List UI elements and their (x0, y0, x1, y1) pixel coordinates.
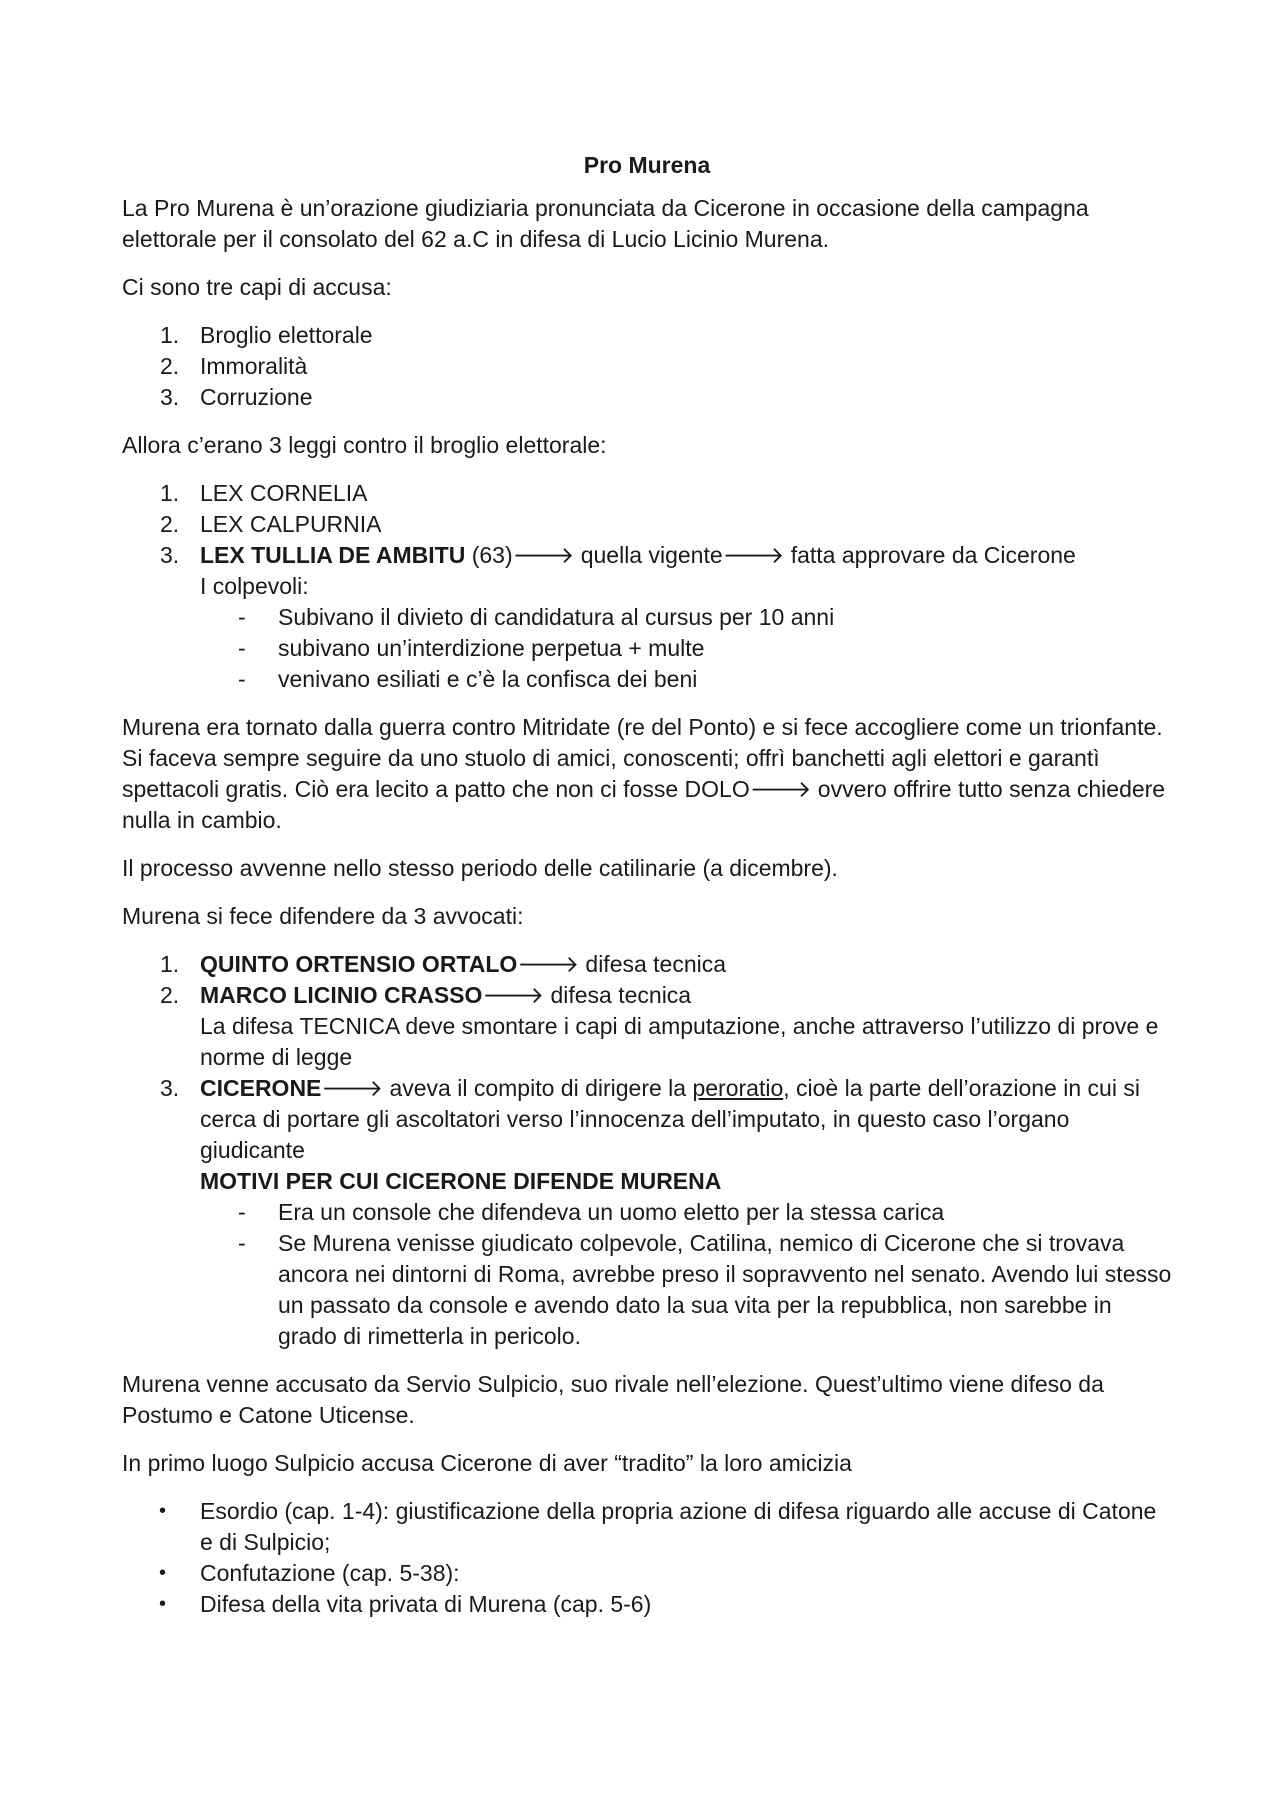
accusa-paragraph: Murena venne accusato da Servio Sulpicio, suo rivale nell’elezione. Quest’ultimo viene difeso da Postumo e Catone Uticense. (122, 1371, 1104, 1428)
list-item-text: LEX CALPURNIA (200, 511, 382, 537)
list-item-text: LEX CORNELIA (200, 480, 368, 506)
processo-paragraph: Il processo avvenne nello stesso periodo delle catilinarie (a dicembre). (122, 855, 838, 881)
list-item-ortensio (122, 949, 1172, 980)
avvocati-intro: Murena si fece difendere da 3 avvocati: (122, 903, 524, 929)
list-item (200, 602, 1172, 633)
peroratio-term: peroratio (692, 1075, 784, 1101)
dash-marker: - (238, 635, 246, 661)
capi-list (122, 320, 1172, 413)
list-item (122, 1589, 1172, 1620)
motivi-list (200, 1197, 1172, 1352)
list-number: 2. (160, 353, 180, 379)
list-item (122, 509, 1172, 540)
list-item-text: Esordio (cap. 1-4): giustificazione della propria azione di difesa riguardo alle accuse di Catone e di Sulpicio; (200, 1498, 1157, 1555)
colpevoli-label: I colpevoli: (200, 573, 309, 599)
list-item-crasso (122, 980, 1172, 1073)
list-item (200, 633, 1172, 664)
dash-marker: - (238, 604, 246, 630)
list-item (200, 1197, 1172, 1228)
lex-tullia-title: LEX TULLIA DE AMBITU (200, 542, 466, 568)
pene-list (200, 602, 1172, 695)
list-number: 2. (160, 511, 180, 537)
avvocato-name: QUINTO ORTENSIO ORTALO (200, 951, 518, 977)
dash-marker: - (238, 1199, 246, 1225)
list-number: 3. (160, 384, 180, 410)
list-item-text: Broglio elettorale (200, 322, 373, 348)
bullet-icon: • (159, 1593, 167, 1615)
motivi-heading: MOTIVI PER CUI CICERONE DIFENDE MURENA (200, 1168, 722, 1194)
bullet-icon: • (159, 1500, 167, 1522)
avvocato-name: CICERONE (200, 1075, 322, 1101)
list-item-text: venivano esiliati e c’è la confisca dei beni (278, 666, 698, 692)
leggi-list (122, 478, 1172, 695)
capi-intro: Ci sono tre capi di accusa: (122, 274, 392, 300)
avvocato-role-a: 🡒 aveva il compito di dirigere la (321, 1075, 693, 1101)
list-item-text: Era un console che difendeva un uomo eletto per la stessa carica (278, 1199, 945, 1225)
list-item (200, 1228, 1172, 1352)
bullet-icon: • (159, 1562, 167, 1584)
struttura-list (122, 1496, 1172, 1620)
avvocato-role-b: , cioè la parte dell’orazione in cui si cerca di portare gli ascoltatori verso l’innocenza dell’imputato, in questo caso l’organo giudicante (200, 1075, 1140, 1163)
avvocati-list (122, 949, 1172, 1352)
list-number: 3. (160, 1075, 180, 1101)
document-page (122, 150, 1172, 1637)
avvocato-role: 🡒 difesa tecnica (517, 951, 727, 977)
intro-paragraph: La Pro Murena è un’orazione giudiziaria pronunciata da Cicerone in occasione della campagna elettorale per il consolato del 62 a.C in difesa di Lucio Licinio Murena. (122, 195, 1089, 252)
dash-marker: - (238, 1230, 246, 1256)
list-number: 1. (160, 951, 180, 977)
sulpicio-paragraph: In primo luogo Sulpicio accusa Cicerone di aver “tradito” la loro amicizia (122, 1450, 852, 1476)
list-item (122, 1558, 1172, 1589)
leggi-intro: Allora c’erano 3 leggi contro il broglio elettorale: (122, 432, 607, 458)
list-item-cicerone (122, 1073, 1172, 1352)
dash-marker: - (238, 666, 246, 692)
list-number: 3. (160, 542, 180, 568)
list-number: 2. (160, 982, 180, 1008)
avvocato-name: MARCO LICINIO CRASSO (200, 982, 483, 1008)
difesa-tecnica-note: La difesa TECNICA deve smontare i capi di amputazione, anche attraverso l’utilizzo di prove e norme di legge (200, 1013, 1159, 1070)
list-item-text: Confutazione (cap. 5-38): (200, 1560, 460, 1586)
list-number: 1. (160, 322, 180, 348)
list-item-text: subivano un’interdizione perpetua + multe (278, 635, 705, 661)
list-item (122, 351, 1172, 382)
list-item (122, 478, 1172, 509)
list-item-text: Immoralità (200, 353, 308, 379)
list-item-text: Subivano il divieto di candidatura al cursus per 10 anni (278, 604, 835, 630)
list-item-text: Se Murena venisse giudicato colpevole, Catilina, nemico di Cicerone che si trovava ancora nei dintorni di Roma, avrebbe preso il sopravvento nel senato. Avendo lui stesso un passato da console e avendo dato la sua vita per la repubblica, non sarebbe in grado di rimetterla in pericolo. (278, 1230, 1172, 1349)
lex-tullia-desc: (63)🡒 quella vigente🡒 fatta approvare da Cicerone (465, 542, 1076, 568)
murena-paragraph: Murena era tornato dalla guerra contro Mitridate (re del Ponto) e si fece accogliere come un trionfante. Si faceva sempre seguire da uno stuolo di amici, conoscenti; offrì banchetti agli elettori e garantì spettacoli gratis. Ciò era lecito a patto che non ci fosse DOLO🡒 ovvero offrire tutto senza chiedere nulla in cambio. (122, 714, 1166, 833)
list-item (122, 1496, 1172, 1558)
list-item (200, 664, 1172, 695)
list-item (122, 320, 1172, 351)
list-item-text: Corruzione (200, 384, 313, 410)
list-number: 1. (160, 480, 180, 506)
list-item (122, 382, 1172, 413)
page-title: Pro Murena (583, 152, 711, 178)
list-item-text: Difesa della vita privata di Murena (cap. 5-6) (200, 1591, 652, 1617)
avvocato-role: 🡒 difesa tecnica (482, 982, 692, 1008)
list-item-lex-tullia (122, 540, 1172, 695)
